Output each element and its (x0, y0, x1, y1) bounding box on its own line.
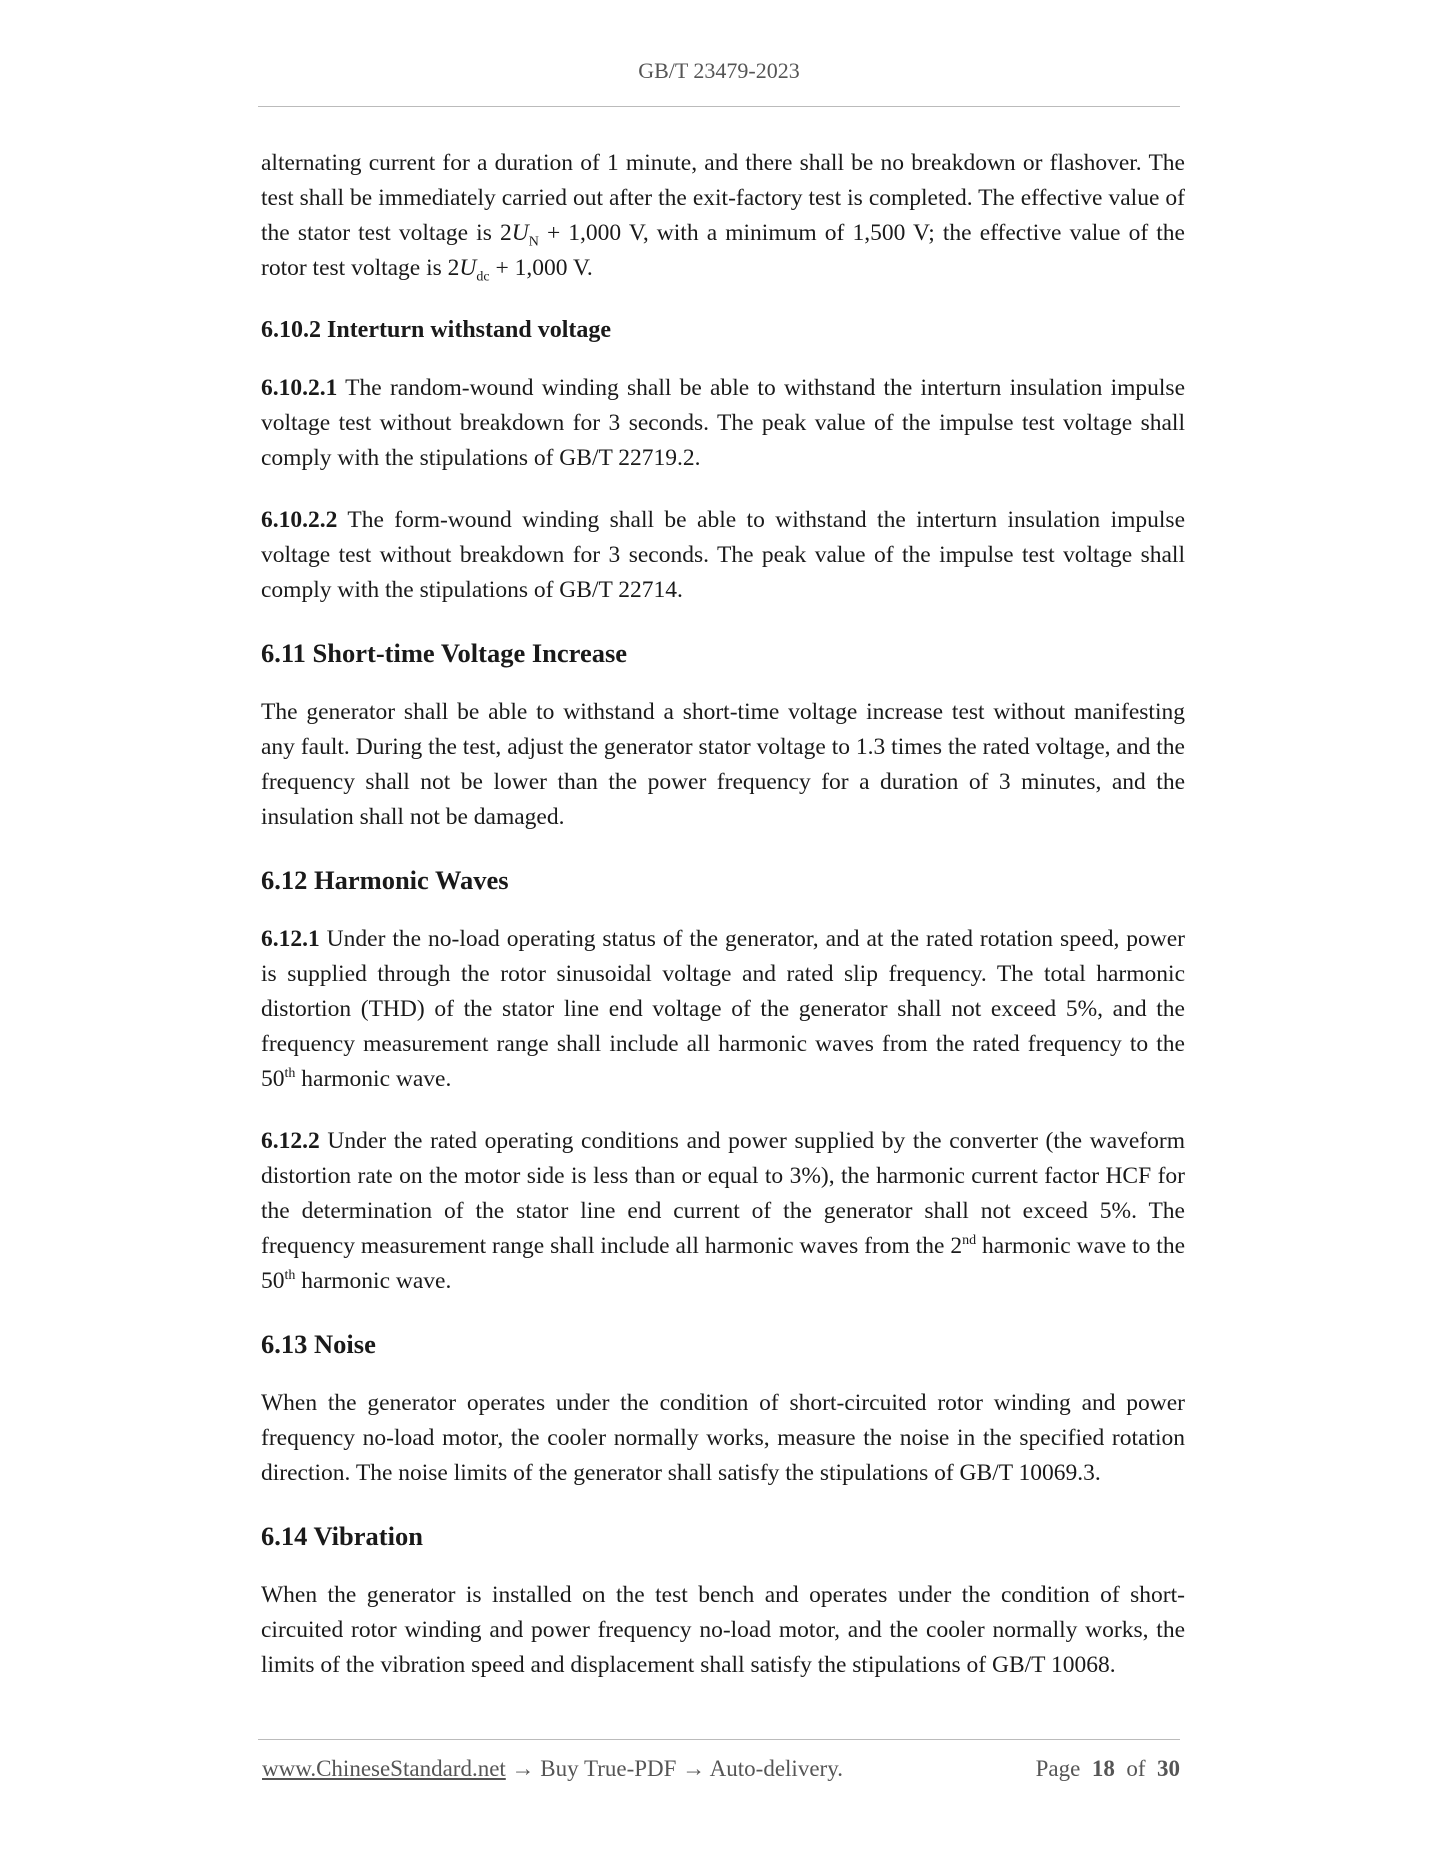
document-id-header: GB/T 23479-2023 (638, 58, 800, 83)
heading-6-10-2: 6.10.2 Interturn withstand voltage (261, 317, 612, 343)
arrow-right-icon: → (505, 1756, 541, 1781)
auto-delivery-text: Auto-delivery. (709, 1756, 843, 1781)
clause-6-11-text: The generator shall be able to withstand a short-time voltage increase test without manifesting any fault. During the test, adjust the generator stator voltage to 1.3 times the rated voltage, and the frequency shall not be lower than the power frequency for a duration of 3 minutes, and the insulation shall not be damaged. (261, 699, 1185, 830)
arrow-right-icon: → (676, 1756, 710, 1781)
clause-6-12-2: 6.12.2 Under the rated operating conditions and power supplied by the converter (the waveform distortion rate on the motor side is less than or equal to 3%), the harmonic current factor HCF for the determination of the stator line end current of the generator shall not exceed 5%. The frequency measurement range shall include all harmonic waves from the 2nd harmonic wave to the 50th harmonic wave. (261, 1128, 1185, 1294)
footer-divider (258, 1739, 1180, 1740)
clause-6-13-text: When the generator operates under the condition of short-circuited rotor winding and power frequency no-load motor, the cooler normally works, measure the noise in the specified rotation direction. The noise limits of the generator shall satisfy the stipulations of GB/T 10069.3. (261, 1390, 1185, 1486)
clause-6-10-2-2: 6.10.2.2 The form-wound winding shall be able to withstand the interturn insulation impulse voltage test without breakdown for 3 seconds. The peak value of the impulse test voltage shall comply with the stipulations of GB/T 22714. (261, 507, 1185, 603)
current-page: 18 (1091, 1756, 1115, 1781)
clause-6-14-text: When the generator is installed on the test bench and operates under the condition of short-circuited rotor winding and power frequency no-load motor, and the cooler normally works, the limits of the vibration speed and displacement shall satisfy the stipulations of GB/T 10068. (261, 1582, 1185, 1678)
footer-promo (262, 1756, 843, 1782)
page-content (261, 146, 1185, 1710)
heading-6-13: 6.13 Noise (261, 1329, 376, 1359)
heading-6-14: 6.14 Vibration (261, 1521, 423, 1551)
intro-paragraph: alternating current for a duration of 1 minute, and there shall be no breakdown or flashover. The test shall be immediately carried out after the exit-factory test is completed. The effective value of the stator test voltage is $2U_N + 1,000$ V, with a minimum of 1,500 V; the effective value of the rotor test voltage is $2U_{dc} + 1,000$ V. (261, 150, 1185, 285)
page-number: Page 18 of 30 (1035, 1756, 1180, 1781)
buy-pdf-text: Buy True-PDF (540, 1756, 677, 1781)
total-pages: 30 (1157, 1756, 1180, 1781)
heading-6-12: 6.12 Harmonic Waves (261, 865, 509, 895)
website-link[interactable]: www.ChineseStandard.net (262, 1756, 506, 1781)
clause-6-10-2-1: 6.10.2.1 The random-wound winding shall be able to withstand the interturn insulation impulse voltage test without breakdown for 3 seconds. The peak value of the impulse test voltage shall comply with the stipulations of GB/T 22719.2. (261, 375, 1185, 471)
clause-6-12-1: 6.12.1 Under the no-load operating status of the generator, and at the rated rotation speed, power is supplied through the rotor sinusoidal voltage and rated slip frequency. The total harmonic distortion (THD) of the stator line end voltage of the generator shall not exceed 5%, and the frequency measurement range shall include all harmonic waves from the rated frequency to the 50th harmonic wave. (261, 926, 1185, 1092)
heading-6-11: 6.11 Short-time Voltage Increase (261, 638, 628, 668)
header-divider (258, 106, 1180, 107)
